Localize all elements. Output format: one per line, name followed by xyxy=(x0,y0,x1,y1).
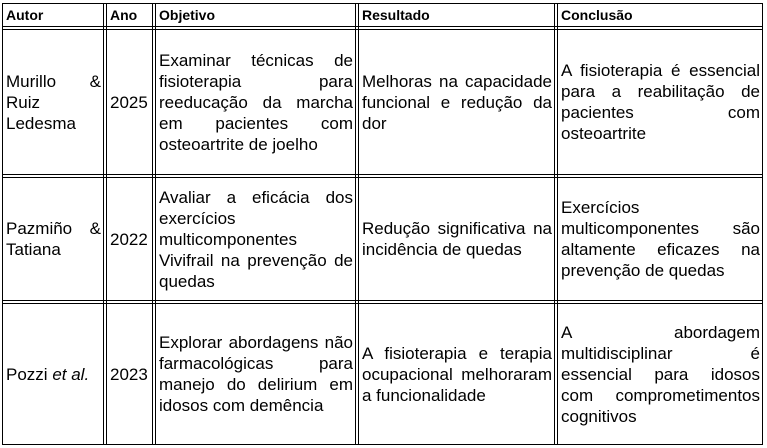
grid-line xyxy=(762,3,763,445)
table-cell-resultado xyxy=(360,30,554,174)
table-cell-objetivo xyxy=(157,304,355,444)
grid-line xyxy=(557,3,558,445)
table-cell-ano xyxy=(108,178,152,300)
grid-line xyxy=(2,26,763,27)
table-cell-conclusao xyxy=(559,178,762,300)
cell-text: A abordagem multidisciplinar é essencial para idosos com comprometimentos cognitivos xyxy=(561,322,760,426)
table-cell-ano xyxy=(108,304,152,444)
cell-text xyxy=(6,364,101,385)
table-cell-objetivo xyxy=(157,30,355,174)
cell-text: Avaliar a eficácia dos exercícios multicomponentes Vivifrail na prevenção de quedas xyxy=(159,187,353,291)
cell-text: 2022 xyxy=(110,229,148,249)
cell-text: A fisioterapia e terapia ocupacional melhoraram a funcionalidade xyxy=(362,343,552,405)
header-resultado: Resultado xyxy=(362,7,430,23)
cell-text: 2023 xyxy=(110,364,148,384)
grid-line xyxy=(103,3,104,445)
header-conclusao: Conclusão xyxy=(561,7,633,23)
cell-text: Redução significativa na incidência de quedas xyxy=(362,219,552,259)
table-cell-resultado xyxy=(360,178,554,300)
grid-line xyxy=(2,444,763,445)
grid-line xyxy=(106,3,107,445)
cell-text: Murillo & Ruiz Ledesma xyxy=(6,71,101,133)
table-cell-resultado xyxy=(360,304,554,444)
grid-line xyxy=(2,174,763,175)
table-cell-conclusao xyxy=(559,304,762,444)
grid-line xyxy=(152,3,153,445)
table-cell-autor xyxy=(4,304,103,444)
cell-text: 2025 xyxy=(110,92,148,112)
grid-line xyxy=(358,3,359,445)
grid-line xyxy=(2,300,763,301)
grid-line xyxy=(554,3,555,445)
cell-text: Explorar abordagens não farmacológicas para manejo do delirium em idosos com demência xyxy=(159,333,353,415)
table-cell-ano xyxy=(108,30,152,174)
grid-line xyxy=(2,3,3,445)
author-name: Pozzi xyxy=(6,364,48,384)
grid-line xyxy=(155,3,156,445)
cell-text: A fisioterapia é essencial para a reabilitação de pacientes com osteoartrite xyxy=(561,61,760,143)
cell-text: Pazmiño & Tatiana xyxy=(6,219,101,259)
table-cell-conclusao xyxy=(559,30,762,174)
header-ano: Ano xyxy=(110,7,138,23)
header-autor: Autor xyxy=(6,7,44,23)
cell-text: Melhoras na capacidade funcional e redução da dor xyxy=(362,71,552,133)
grid-line xyxy=(355,3,356,445)
table-cell-objetivo xyxy=(157,178,355,300)
cell-text: Examinar técnicas de fisioterapia para reeducação da marcha em pacientes com osteoartrite de joelho xyxy=(159,50,353,154)
cell-text: Exercícios multicomponentes são altamente eficazes na prevenção de quedas xyxy=(561,198,760,280)
table-cell-autor xyxy=(4,30,103,174)
author-etal: et al. xyxy=(52,364,90,384)
header-objetivo: Objetivo xyxy=(159,7,216,23)
table-cell-autor xyxy=(4,178,103,300)
